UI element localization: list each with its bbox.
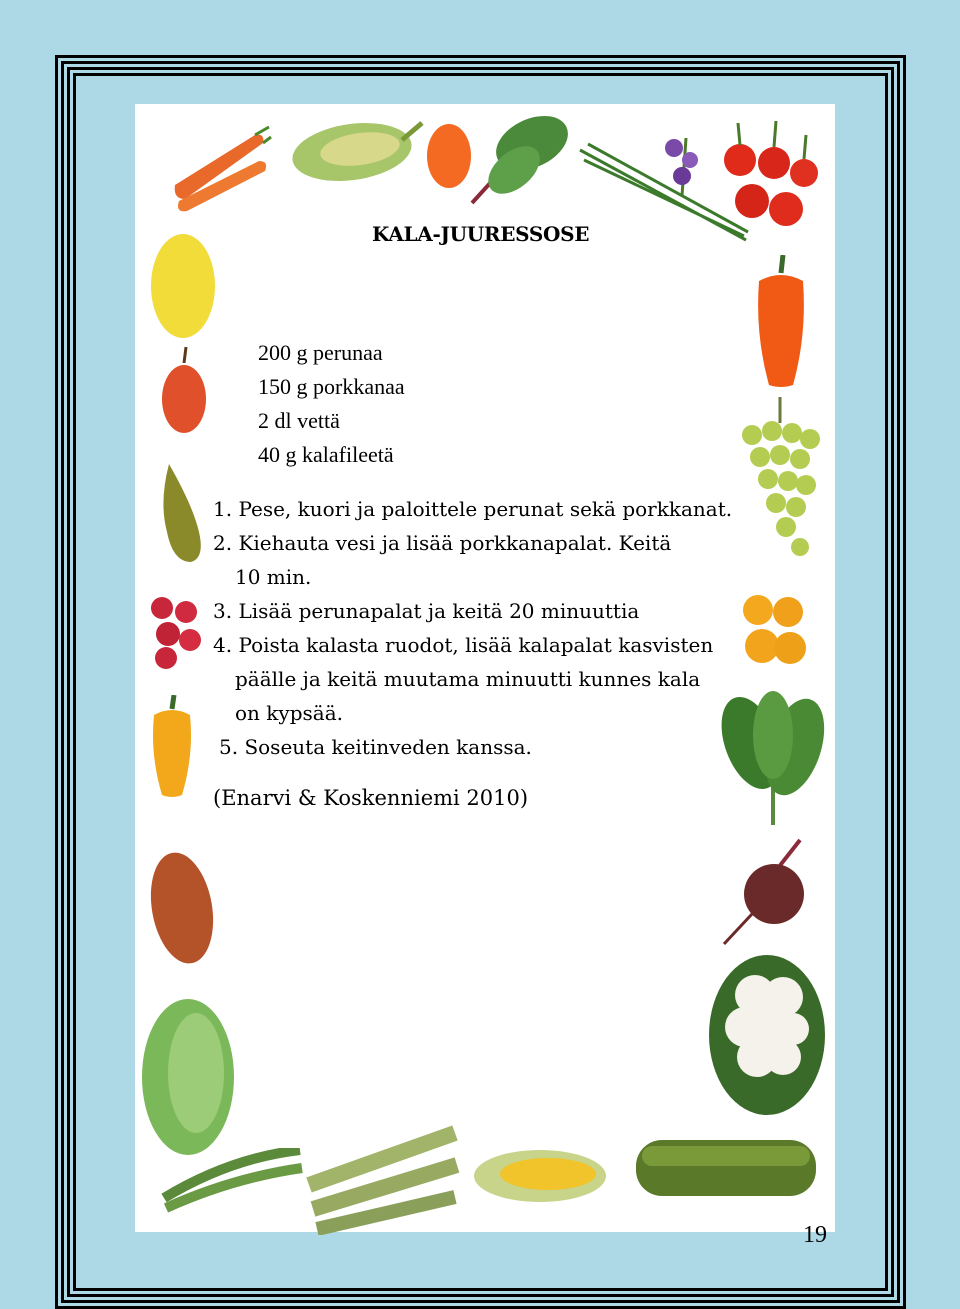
apricots-icon	[742, 590, 807, 670]
green-beans-icon	[160, 1148, 305, 1213]
recipe-title: KALA-JUURESSOSE	[372, 222, 590, 246]
instruction-line: 10 min.	[235, 565, 312, 589]
instruction-line: 2. Kiehauta vesi ja lisää porkkanapalat. Keitä	[213, 531, 672, 555]
yellow-pepper-icon	[148, 695, 196, 800]
instruction-line: 1. Pese, kuori ja paloittele perunat sekä porkkanat.	[213, 497, 733, 521]
corn-cob-icon	[470, 1138, 620, 1213]
ingredient-item: 150 g porkkanaa	[258, 374, 405, 399]
instruction-line: on kypsää.	[235, 701, 343, 725]
orange-pepper-icon	[755, 255, 807, 390]
recipe-source-citation: (Enarvi & Koskenniemi 2010)	[213, 786, 529, 810]
grapes-icon	[740, 395, 822, 565]
chard-icon	[462, 108, 580, 213]
lettuce-icon	[138, 995, 238, 1160]
instruction-line: päälle ja keitä muutama minuutti kunnes kala	[235, 667, 701, 691]
tomatoes-icon	[718, 115, 820, 235]
corn-icon	[290, 115, 425, 190]
spinach-icon	[715, 685, 833, 830]
ingredient-list	[258, 336, 405, 472]
instruction-line: 3. Lisää perunapalat ja keitä 20 minuuttia	[213, 599, 640, 623]
instruction-line: 4. Poista kalasta ruodot, lisää kalapalat kasvisten	[213, 633, 714, 657]
melon-icon	[150, 232, 218, 340]
page-number: 19	[803, 1222, 827, 1248]
beetroot-icon	[718, 838, 810, 948]
carrot-icon	[165, 125, 273, 213]
ingredient-item: 200 g perunaa	[258, 340, 383, 365]
ingredient-item: 40 g kalafileetä	[258, 442, 394, 467]
cauliflower-icon	[705, 945, 830, 1120]
apple-icon	[160, 345, 208, 435]
instruction-list	[213, 492, 732, 764]
zucchini-icon	[632, 1132, 820, 1202]
instruction-line: 5. Soseuta keitinveden kanssa.	[219, 735, 532, 759]
ingredient-item: 2 dl vettä	[258, 408, 340, 433]
rhubarb-icon	[305, 1125, 460, 1235]
pear-icon	[155, 462, 207, 567]
raspberries-icon	[148, 592, 203, 672]
sweet-potato-icon	[145, 850, 220, 968]
